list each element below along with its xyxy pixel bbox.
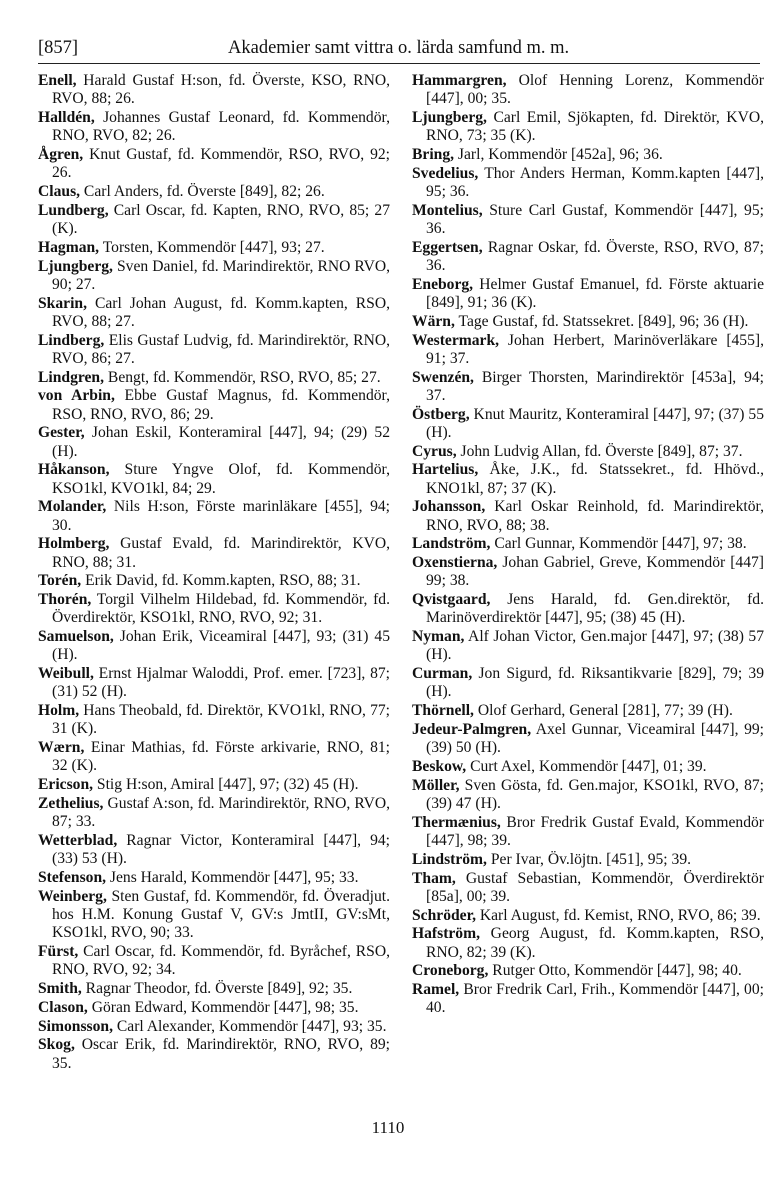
entry-name: Tham, [412,869,456,887]
register-entry [38,424,390,460]
entry-name: Håkanson, [38,461,110,479]
entry-name: Swenzén, [412,368,474,386]
register-entry [38,72,390,108]
entry-details: Jarl, Kommendör [452a], 96; 36. [454,146,663,163]
entry-details: Carl Emil, Sjökapten, fd. Direktör, KVO, RNO, 73; 35 (K). [426,109,764,145]
entry-details: Bror Fredrik Gustaf Evald, Kommendör [447], 98; 39. [426,813,764,849]
register-entry [38,258,390,294]
entry-name: Wærn, [38,739,85,757]
entry-details: Karl August, fd. Kemist, RNO, RVO, 86; 39. [475,906,761,924]
entry-name: Curman, [412,665,473,683]
entry-name: Ågren, [38,146,84,163]
entry-name: Lindgren, [38,368,105,386]
register-entry [412,276,764,312]
entry-details: Gustaf Evald, fd. Marindirektör, KVO, RNO, 88; 31. [52,535,390,571]
entry-details: Sture Carl Gustaf, Kommendör [447], 95; 36. [426,201,764,237]
register-entry [412,369,764,405]
entry-name: Weinberg, [38,887,107,905]
register-entry [38,239,390,257]
entry-details: Olof Gerhard, General [281], 77; 39 (H). [473,702,733,720]
entry-name: Östberg, [412,405,470,423]
entry-details: Karl Oskar Reinhold, fd. Marindirektör, RNO, RVO, 88; 38. [426,498,764,534]
register-entry [412,498,764,534]
register-entry [38,869,390,887]
register-entry [38,387,390,423]
entry-details: Åke, J.K., fd. Statssekret., fd. Hhövd., KNO1kl, 87; 37 (K). [426,461,764,497]
register-entry [38,202,390,238]
register-entry [412,925,764,961]
entry-name: Skog, [38,1036,75,1054]
register-entry [38,999,390,1017]
entry-name: Croneborg, [412,962,489,980]
entry-name: Landström, [412,535,491,553]
entry-details: Carl Alexander, Kommendör [447], 93; 35. [112,1017,387,1035]
entry-name: Wärn, [412,312,455,330]
entry-details: Johan Eskil, Konteramiral [447], 94; (29) 52 (H). [52,424,390,460]
entry-name: Svedelius, [412,164,479,182]
entry-details: Curt Axel, Kommendör [447], 01; 39. [466,757,707,775]
entry-details: Elis Gustaf Ludvig, fd. Marindirektör, RNO, RVO, 86; 27. [52,331,390,367]
entry-details: John Ludvig Allan, fd. Överste [849], 87; 37. [456,442,743,460]
register-entry [38,665,390,701]
entry-details: Knut Gustaf, fd. Kommendör, RSO, RVO, 92; 26. [52,146,390,182]
register-entry [412,758,764,776]
entry-details: Harald Gustaf H:son, fd. Överste, KSO, RNO, RVO, 88; 26. [52,72,390,108]
entry-name: Molander, [38,498,107,516]
entry-name: Holm, [38,702,80,720]
entry-name: Ljungberg, [412,109,487,126]
register-entry [38,1018,390,1036]
entry-details: Carl Oscar, fd. Kapten, RNO, RVO, 85; 27 (K). [52,201,390,237]
entry-details: Ragnar Oskar, fd. Överste, RSO, RVO, 87; 36. [426,238,764,274]
entry-details: Carl Johan August, fd. Komm.kapten, RSO, RVO, 88; 27. [52,294,390,330]
entry-name: Hagman, [38,238,100,256]
register-entry [412,962,764,980]
entry-details: Ragnar Victor, Konteramiral [447], 94; (33) 53 (H). [52,831,390,868]
register-entry [38,535,390,571]
entry-name: Holmberg, [38,535,110,553]
register-entry [38,591,390,627]
entry-details: Ragnar Theodor, fd. Överste [849], 92; 35. [81,979,353,997]
register-entry [412,72,764,108]
register-entry [412,665,764,701]
register-entry [38,295,390,331]
entry-details: Helmer Gustaf Emanuel, fd. Förste aktuarie [849], 91; 36 (K). [426,275,764,311]
register-entry [38,146,390,182]
register-entry [412,313,764,331]
header-rule [38,63,760,64]
entry-details: Erik David, fd. Komm.kapten, RSO, 88; 31. [81,572,361,590]
entry-name: Möller, [412,776,460,794]
entry-details: Ernst Hjalmar Waloddi, Prof. emer. [723], 87; (31) 52 (H). [52,665,390,701]
register-entry [38,369,390,387]
register-entry [412,777,764,813]
register-entry [38,888,390,943]
register-entry [38,628,390,664]
register-entry [412,628,764,664]
entry-name: Schröder, [412,906,476,924]
entry-name: Johansson, [412,498,486,516]
entry-details: Gustaf Sebastian, Kommendör, Överdirektör [85a], 00; 39. [426,869,764,905]
entry-name: Smith, [38,979,82,997]
entry-name: Zethelius, [38,794,104,812]
register-entry [412,332,764,368]
entry-name: Nyman, [412,628,465,646]
entry-details: Johannes Gustaf Leonard, fd. Kommendör, RNO, RVO, 82; 26. [52,109,390,145]
entry-name: Enell, [38,72,77,89]
entry-name: Ljungberg, [38,257,113,275]
register-entry [412,814,764,850]
entry-name: Hammargren, [412,72,507,89]
register-entry [38,332,390,368]
entry-name: Oxenstierna, [412,554,498,572]
entry-name: Cyrus, [412,442,457,460]
entry-name: Ramel, [412,981,460,999]
register-entry [412,702,764,720]
entry-name: Jedeur-Palmgren, [412,720,532,738]
entry-name: Lindberg, [38,331,105,349]
register-entry [38,572,390,590]
entry-details: Hans Theobald, fd. Direktör, KVO1kl, RNO, 77; 31 (K). [52,702,390,738]
entry-name: Lindström, [412,850,487,868]
entry-name: Beskow, [412,757,467,775]
register-entry [38,702,390,738]
entry-details: Axel Gunnar, Viceamiral [447], 99; (39) 50 (H). [426,720,764,757]
register-entry [38,980,390,998]
register-entry [38,776,390,794]
entry-details: Göran Edward, Kommendör [447], 98; 35. [87,998,359,1016]
entry-details: Carl Gunnar, Kommendör [447], 97; 38. [490,535,747,553]
register-entry [38,943,390,979]
entry-name: Ericson, [38,776,94,794]
entry-details: Johan Gabriel, Greve, Kommendör [447] 99; 38. [426,554,764,590]
register-entry [38,739,390,775]
register-entry [412,721,764,757]
entry-details: Alf Johan Victor, Gen.major [447], 97; (38) 57 (H). [426,628,764,664]
entry-details: Bror Fredrik Carl, Frih., Kommendör [447], 00; 40. [426,981,764,1017]
register-entry [412,202,764,238]
entry-name: von Arbin, [38,387,115,405]
entry-details: Stig H:son, Amiral [447], 97; (32) 45 (H). [93,776,359,794]
register-entry [412,591,764,627]
entry-name: Thermænius, [412,813,501,831]
entry-name: Westermark, [412,331,500,349]
entry-name: Clason, [38,998,88,1016]
entry-details: Nils H:son, Förste marinläkare [455], 94; 30. [52,498,390,534]
entry-name: Fürst, [38,942,79,960]
register-entry [412,165,764,201]
register-entry [38,498,390,534]
register-entry [412,406,764,442]
register-entry [38,832,390,868]
register-entry [412,461,764,497]
entry-name: Hartelius, [412,461,479,479]
register-entry [412,554,764,590]
entry-details: Carl Anders, fd. Överste [849], 82; 26. [80,183,325,200]
entry-details: Bengt, fd. Kommendör, RSO, RVO, 85; 27. [104,368,381,386]
footer-page-number: 1110 [371,1118,405,1137]
entry-name: Stefenson, [38,868,107,886]
entry-name: Gester, [38,424,85,442]
register-entry [412,870,764,906]
entry-details: Sten Gustaf, fd. Kommendör, fd. Överadjut. hos H.M. Konung Gustaf V, GV:s JmtII, GV:sMt, KSO1kl, RVO, 90; 33. [52,887,390,942]
right-column [412,72,764,1018]
entry-details: Georg August, fd. Komm.kapten, RSO, RNO, 82; 39 (K). [426,925,764,961]
entry-details: Knut Mauritz, Konteramiral [447], 97; (37) 55 (H). [426,405,764,441]
entry-details: Birger Thorsten, Marindirektör [453a], 94; 37. [426,368,764,404]
register-entry [412,146,764,164]
register-entry [412,443,764,461]
entry-details: Per Ivar, Öv.löjtn. [451], 95; 39. [486,850,692,868]
entry-name: Simonsson, [38,1017,113,1035]
entry-details: Jens Harald, Kommendör [447], 95; 33. [106,868,359,886]
register-entry [412,907,764,925]
entry-name: Hafström, [412,925,480,943]
entry-details: Ebbe Gustaf Magnus, fd. Kommendör, RSO, RNO, RVO, 86; 29. [52,387,391,423]
entry-details: Oscar Erik, fd. Marindirektör, RNO, RVO, 89; 35. [52,1036,390,1072]
entry-details: Torsten, Kommendör [447], 93; 27. [99,238,325,256]
register-entry [412,851,764,869]
entry-details: Thor Anders Herman, Komm.kapten [447], 95; 36. [426,164,764,200]
entry-name: Eneborg, [412,275,474,293]
entry-name: Montelius, [412,201,483,219]
entry-details: Gustaf A:son, fd. Marindirektör, RNO, RVO, 87; 33. [52,794,390,831]
register-entry [38,183,390,201]
register-entry [38,1036,390,1072]
register-entry [412,109,764,145]
page-header [38,37,758,59]
register-entry [412,239,764,275]
register-entry [38,109,390,145]
header-page-number: [857] [38,38,79,58]
entry-details: Einar Mathias, fd. Förste arkivarie, RNO, 81; 32 (K). [52,739,390,775]
entry-name: Claus, [38,183,81,200]
entry-name: Thörnell, [412,702,474,720]
entry-details: Sture Yngve Olof, fd. Kommendör, KSO1kl, KVO1kl, 84; 29. [52,461,390,497]
entry-details: Jon Sigurd, fd. Riksantikvarie [829], 79; 39 (H). [426,665,764,701]
header-title: Akademier samt vittra o. lärda samfund m. m. [228,38,570,58]
entry-name: Halldén, [38,109,95,126]
entry-name: Weibull, [38,665,94,683]
entry-details: Sven Daniel, fd. Marindirektör, RNO RVO, 90; 27. [52,257,390,293]
register-entry [412,981,764,1017]
register-entry [38,795,390,831]
entry-details: Tage Gustaf, fd. Statssekret. [849], 96; 36 (H). [454,312,749,330]
entry-details: Sven Gösta, fd. Gen.major, KSO1kl, RVO, 87; (39) 47 (H). [426,776,764,812]
entry-name: Eggertsen, [412,238,483,256]
entry-name: Qvistgaard, [412,591,491,609]
entry-details: Johan Herbert, Marinöverläkare [455], 91; 37. [426,331,764,367]
left-column [38,72,390,1073]
entry-name: Lundberg, [38,201,109,219]
entry-details: Olof Henning Lorenz, Kommendör [447], 00; 35. [426,72,764,108]
entry-details: Rutger Otto, Kommendör [447], 98; 40. [488,962,742,980]
entry-name: Thorén, [38,591,92,609]
entry-name: Wetterblad, [38,831,118,849]
entry-name: Samuelson, [38,628,114,646]
entry-details: Johan Erik, Viceamiral [447], 93; (31) 45 (H). [52,628,390,664]
entry-details: Torgil Vilhelm Hildebad, fd. Kommendör, fd. Överdirektör, KSO1kl, RNO, RVO, 92; 31. [52,591,390,627]
entry-name: Bring, [412,146,455,163]
entry-details: Jens Harald, fd. Gen.direktör, fd. Marinöverdirektör [447], 95; (38) 45 (H). [426,591,764,627]
register-entry [412,535,764,553]
entry-name: Torén, [38,572,82,590]
entry-details: Carl Oscar, fd. Kommendör, fd. Byråchef, RSO, RNO, RVO, 92; 34. [52,942,390,979]
entry-name: Skarin, [38,294,87,312]
register-entry [38,461,390,497]
